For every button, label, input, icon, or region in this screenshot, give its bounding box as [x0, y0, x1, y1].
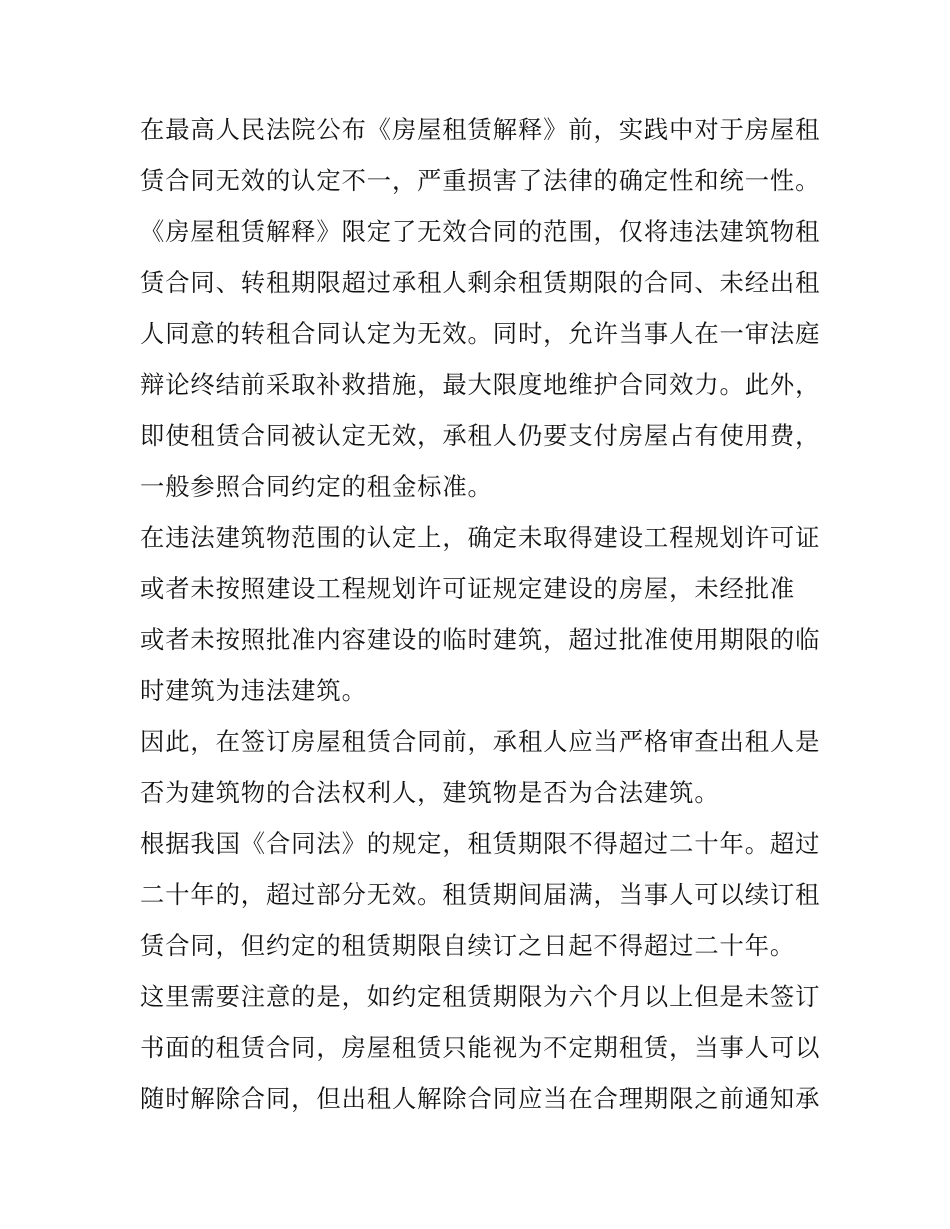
text-line-13: 因此，在签订房屋租赁合同前，承租人应当严格审查出租人是 [140, 727, 821, 756]
text-line-12: 时建筑为违法建筑。 [140, 676, 367, 705]
text-line-4: 赁合同、转租期限超过承租人剩余租赁期限的合同、未经出租 [140, 268, 821, 297]
text-line-7: 即使租赁合同被认定无效，承租人仍要支付房屋占有使用费， [140, 421, 821, 450]
text-line-18: 这里需要注意的是，如约定租赁期限为六个月以上但是未签订 [140, 982, 821, 1011]
text-line-5: 人同意的转租合同认定为无效。同时，允许当事人在一审法庭 [140, 319, 821, 348]
text-line-17: 赁合同，但约定的租赁期限自续订之日起不得超过二十年。 [140, 931, 796, 960]
text-line-6: 辩论终结前采取补救措施，最大限度地维护合同效力。此外， [140, 370, 821, 399]
text-line-9: 在违法建筑物范围的认定上，确定未取得建设工程规划许可证 [140, 523, 821, 552]
text-line-8: 一般参照合同约定的租金标准。 [140, 472, 493, 501]
text-line-20: 随时解除合同，但出租人解除合同应当在合理期限之前通知承 [140, 1084, 821, 1113]
text-line-19: 书面的租赁合同，房屋租赁只能视为不定期租赁，当事人可以 [140, 1033, 821, 1062]
text-line-10: 或者未按照建设工程规划许可证规定建设的房屋，未经批准 [140, 574, 796, 603]
text-line-15: 根据我国《合同法》的规定，租赁期限不得超过二十年。超过 [140, 829, 821, 858]
text-line-11: 或者未按照批准内容建设的临时建筑，超过批准使用期限的临 [140, 625, 821, 654]
text-line-16: 二十年的，超过部分无效。租赁期间届满，当事人可以续订租 [140, 880, 821, 909]
text-line-14: 否为建筑物的合法权利人，建筑物是否为合法建筑。 [140, 778, 720, 807]
text-line-2: 赁合同无效的认定不一，严重损害了法律的确定性和统一性。 [140, 166, 821, 195]
text-line-3: 《房屋租赁解释》限定了无效合同的范围，仅将违法建筑物租 [140, 217, 821, 246]
document-body [140, 104, 830, 1124]
text-line-1: 在最高人民法院公布《房屋租赁解释》前，实践中对于房屋租 [140, 115, 821, 144]
